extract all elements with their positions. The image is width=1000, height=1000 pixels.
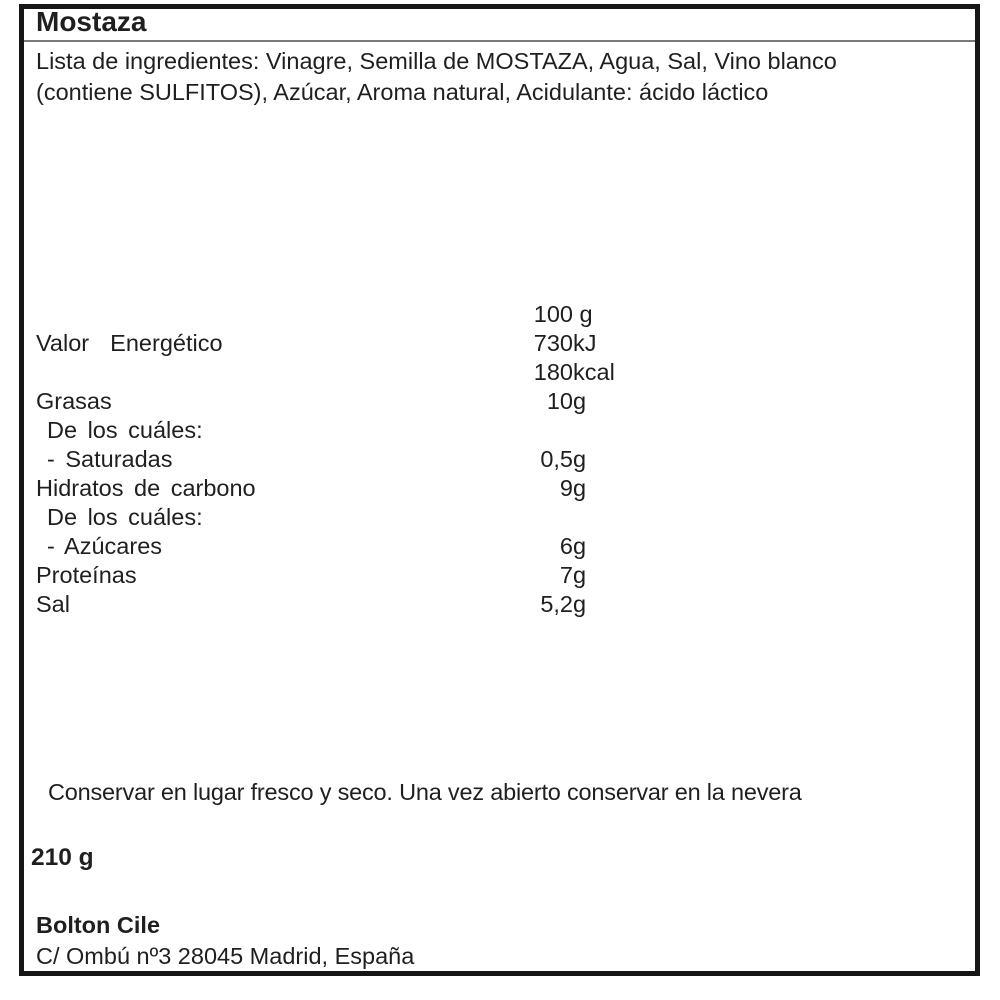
product-title: Mostaza	[36, 6, 147, 37]
nutrition-value	[486, 416, 573, 445]
nutrition-unit	[573, 503, 975, 532]
nutrition-value	[486, 503, 573, 532]
product-label	[19, 4, 980, 976]
nutrition-row-salt	[24, 590, 975, 619]
nutrition-row-energy-kj	[24, 329, 975, 358]
ingredients-text	[36, 46, 951, 108]
nutrition-row-carbohydrate	[24, 474, 975, 503]
manufacturer-address: C/ Ombú nº3 28045 Madrid, España	[36, 943, 415, 969]
nutrition-label: Sal	[36, 591, 70, 617]
nutrition-row-of-which-carbs	[24, 503, 975, 532]
nutrition-label: De los cuáles:	[47, 504, 203, 530]
nutrition-row-protein	[24, 561, 975, 590]
nutrition-unit: g	[573, 475, 587, 501]
nutrition-unit: kcal	[573, 359, 615, 385]
nutrition-unit	[573, 416, 975, 445]
nutrition-label: - Azúcares	[47, 533, 163, 559]
net-weight: 210 g	[31, 844, 94, 871]
nutrition-value: 5,2	[540, 591, 573, 617]
nutrition-row-of-which-fat	[24, 416, 975, 445]
nutrition-value: 7	[559, 562, 573, 588]
nutrition-value: 6	[559, 533, 573, 559]
nutrition-unit: g	[573, 446, 587, 472]
nutrition-label: Hidratos de carbono	[36, 475, 256, 501]
nutrition-label	[36, 358, 486, 387]
ingredients-line2: (contiene SULFITOS), Azúcar, Aroma natural, Acidulante: ácido láctico	[36, 79, 769, 105]
nutrition-label: Grasas	[36, 388, 112, 414]
nutrition-label: Proteínas	[36, 562, 137, 588]
nutrition-label: Valor Energético	[36, 330, 223, 356]
nutrition-row-energy-kcal	[24, 358, 975, 387]
nutrition-header-row	[24, 300, 975, 329]
nutrition-table	[24, 300, 975, 619]
nutrition-label	[36, 300, 486, 329]
storage-instructions: Conservar en lugar fresco y seco. Una vez abierto conservar en la nevera	[48, 779, 802, 805]
title-divider	[24, 40, 975, 42]
nutrition-value: 100	[533, 301, 573, 327]
nutrition-label: De los cuáles:	[47, 417, 203, 443]
nutrition-value: 180	[533, 359, 573, 385]
nutrition-unit: g	[573, 301, 593, 327]
nutrition-value: 10	[546, 388, 573, 414]
nutrition-unit: g	[573, 388, 587, 414]
nutrition-value: 730	[533, 330, 573, 356]
nutrition-unit: g	[573, 591, 587, 617]
manufacturer-name: Bolton Cile	[36, 912, 161, 938]
nutrition-unit: g	[573, 562, 587, 588]
nutrition-value: 0,5	[540, 446, 573, 472]
nutrition-row-saturates	[24, 445, 975, 474]
nutrition-label: - Saturadas	[47, 446, 173, 472]
ingredients-line1: Lista de ingredientes: Vinagre, Semilla de MOSTAZA, Agua, Sal, Vino blanco	[36, 48, 837, 74]
nutrition-value: 9	[559, 475, 573, 501]
nutrition-row-sugars	[24, 532, 975, 561]
nutrition-unit: kJ	[573, 330, 597, 356]
nutrition-row-fat	[24, 387, 975, 416]
nutrition-unit: g	[573, 533, 587, 559]
